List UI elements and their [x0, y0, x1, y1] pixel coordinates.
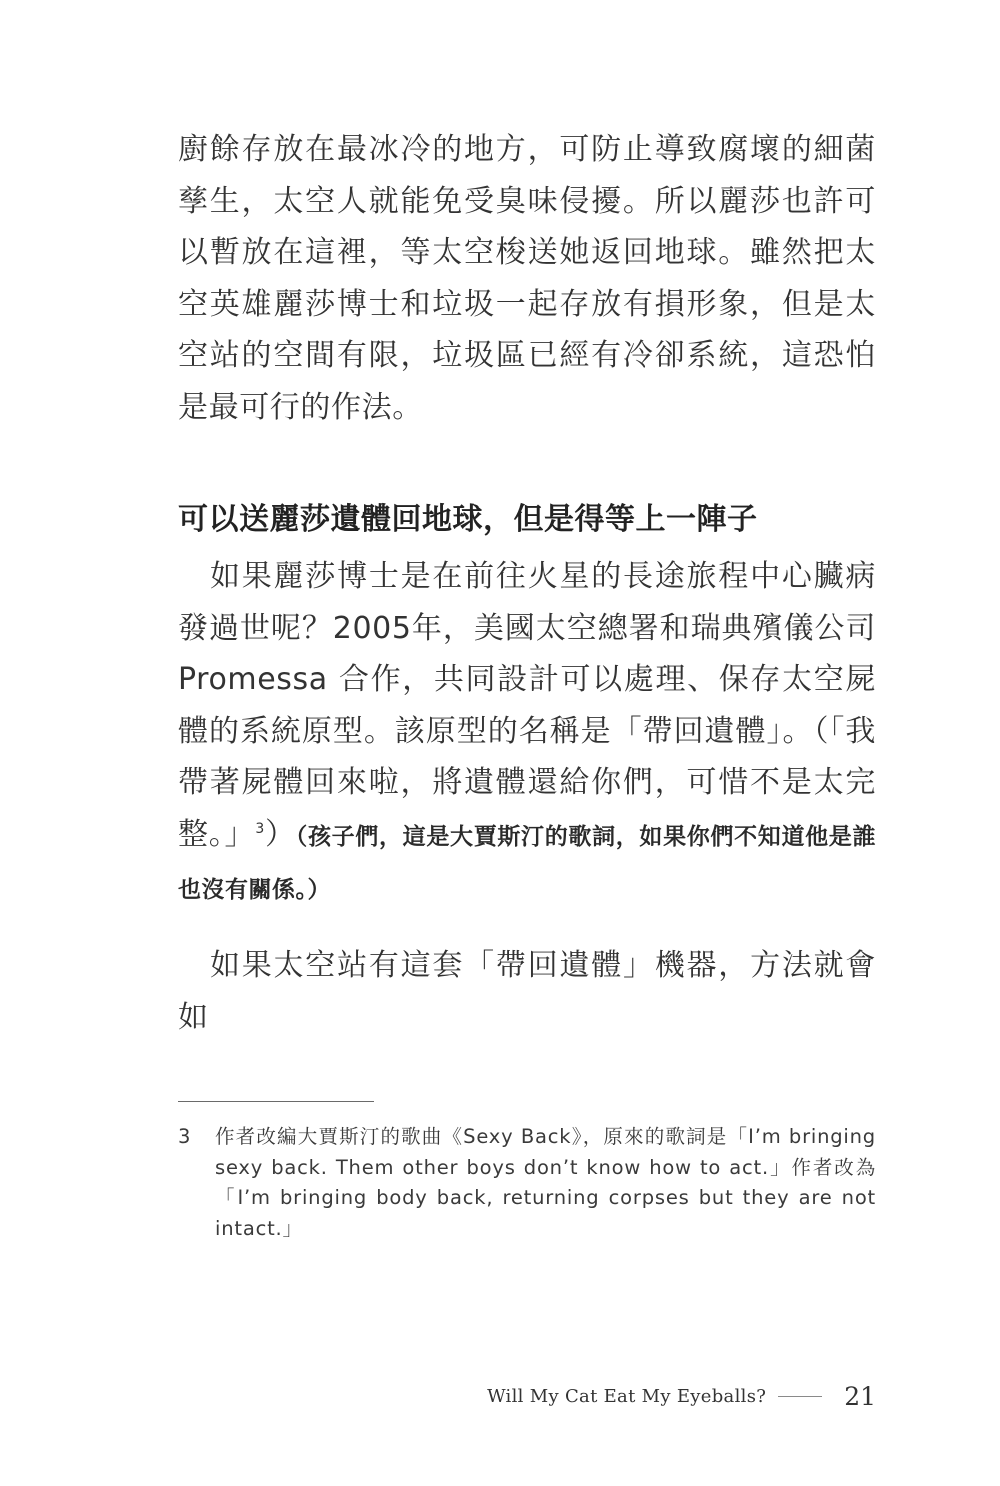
footnote-number: 3 [178, 1125, 192, 1148]
footnote-text: 作者改編大賈斯汀的歌曲《Sexy Back》，原來的歌詞是「I’m bringing sexy back. Them other boys don’t know how to act.」作者改為「I’m bringing body back, returning corpses but they are not intact.」 [215, 1125, 876, 1240]
paragraph-3-block [178, 940, 876, 1043]
footnote [178, 1122, 876, 1244]
paragraph-2-main: 如果麗莎博士是在前往火星的長途旅程中心臟病發過世呢？2005年，美國太空總署和瑞典殯儀公司Promessa 合作，共同設計可以處理、保存太空屍體的系統原型。該原型的名稱是「帶回遺體」。（「我帶著屍體回來啦，將遺體還給你們，可惜不是太完整。」 [178, 559, 876, 852]
paragraph-2-block [178, 551, 876, 916]
paragraph-1-block [178, 124, 876, 433]
running-footer [487, 1382, 876, 1411]
paragraph-1: 廚餘存放在最冰冷的地方，可防止導致腐壞的細菌孳生，太空人就能免受臭味侵擾。所以麗莎也許可以暫放在這裡，等太空梭送她返回地球。雖然把太空英雄麗莎博士和垃圾一起存放有損形象，但是太空站的空間有限，垃圾區已經有冷卻系統，這恐怕是最可行的作法。 [178, 132, 876, 425]
book-title: Will My Cat Eat My Eyeballs? [487, 1386, 767, 1407]
paragraph-2 [178, 551, 876, 916]
paragraph-2-aside: （孩子們，這是大賈斯汀的歌詞，如果你們不知道他是誰也沒有關係。） [178, 822, 876, 903]
footnote-reference[interactable]: 3 [255, 820, 265, 837]
page-number: 21 [844, 1382, 876, 1411]
paragraph-3: 如果太空站有這套「帶回遺體」機器，方法就會如 [178, 948, 876, 1035]
footer-dash-divider [778, 1396, 822, 1397]
paragraph-2-close-paren: ） [264, 816, 296, 852]
footnote-divider [178, 1101, 374, 1102]
section-heading: 可以送麗莎遺體回地球，但是得等上一陣子 [178, 502, 758, 537]
